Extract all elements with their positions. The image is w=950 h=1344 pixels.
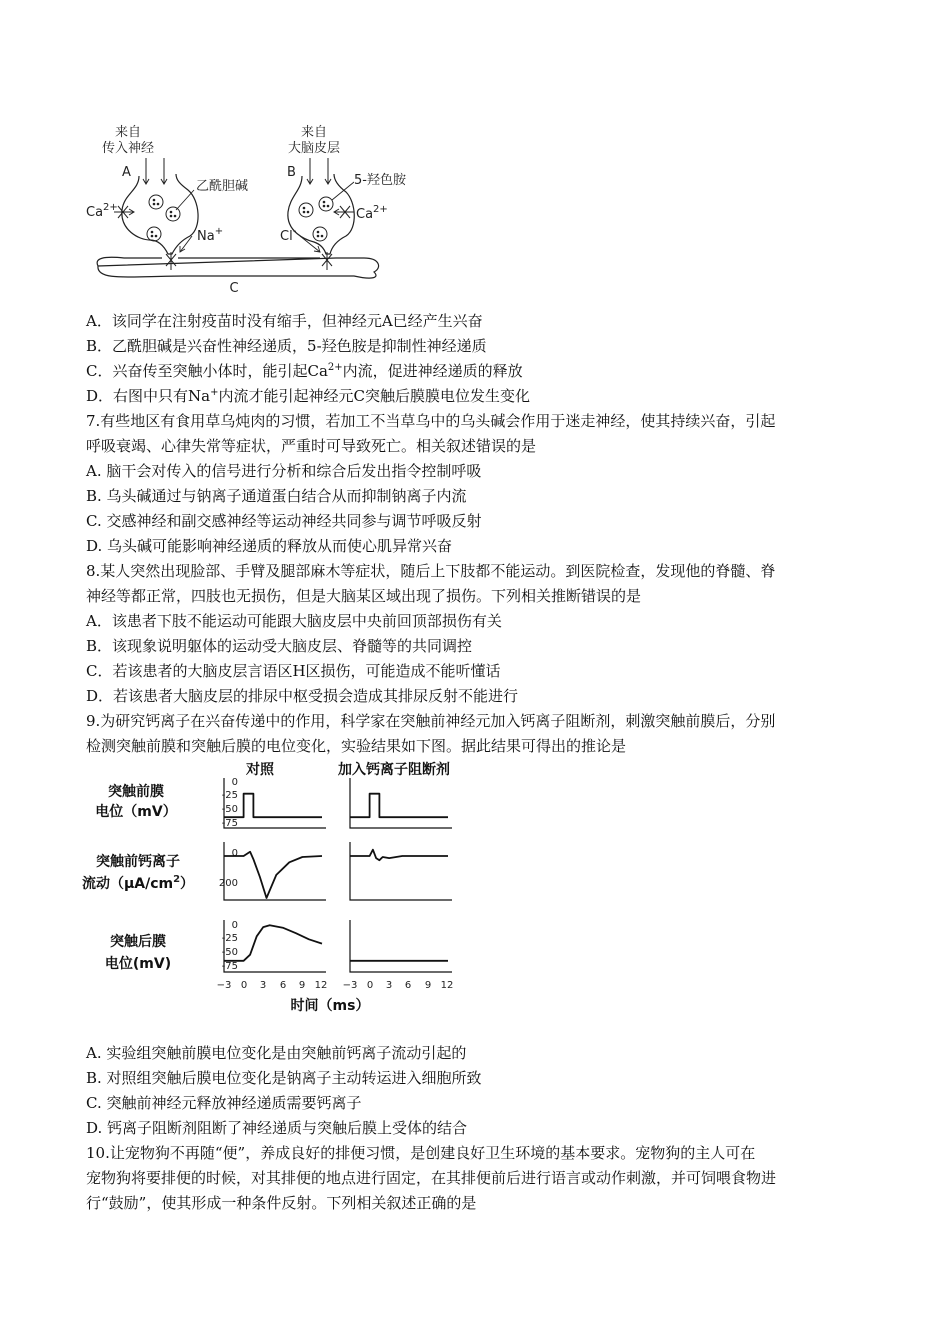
series-line-1 bbox=[221, 794, 322, 818]
x-tick: 6 bbox=[404, 980, 412, 991]
x-tick: 12 bbox=[314, 980, 328, 991]
row3-tick: -50 bbox=[221, 947, 238, 958]
q6-option-b: B．乙酰胆碱是兴奋性神经递质，5-羟色胺是抑制性神经递质 bbox=[86, 337, 487, 355]
left-source-label-1: 来自 bbox=[114, 125, 142, 140]
calcium-experiment-figure bbox=[81, 758, 484, 1020]
q7-option-c: C. 交感神经和副交感神经等运动神经共同参与调节呼吸反射 bbox=[86, 512, 482, 530]
panel-axes bbox=[350, 842, 452, 900]
x-tick: 9 bbox=[424, 980, 432, 991]
q8-stem-line-2: 神经等都正常，四肢也无损伤，但是大脑某区域出现了损伤。下列相关推断错误的是 bbox=[86, 587, 642, 605]
q7-option-d: D. 乌头碱可能影响神经递质的释放从而使心肌异常兴奋 bbox=[86, 537, 453, 555]
x-tick-labels-blocker bbox=[343, 980, 454, 991]
row3-tick: -75 bbox=[221, 961, 238, 972]
panel-axes bbox=[221, 920, 326, 972]
q9-option-c: C. 突触前神经元释放神经递质需要钙离子 bbox=[86, 1094, 362, 1112]
x-tick: 9 bbox=[298, 980, 306, 991]
row3-label-2: 电位(mV) bbox=[104, 956, 172, 972]
y-tick-labels bbox=[219, 777, 238, 972]
ca-channels bbox=[114, 206, 354, 218]
x-tick: −3 bbox=[216, 980, 232, 991]
serotonin-label: 5-羟色胺 bbox=[354, 173, 406, 188]
q10-stem-line-2: 宠物狗将要排便的时候，对其排便的地点进行固定，在其排便前后进行语言或动作刺激，并可饲喂食物进 bbox=[86, 1169, 777, 1187]
series-line-4 bbox=[350, 850, 448, 861]
series-line-5 bbox=[221, 925, 322, 961]
panel-axes bbox=[224, 842, 326, 900]
column-title-blocker: 加入钙离子阻断剂 bbox=[338, 762, 450, 778]
q6-option-a: A．该同学在注射疫苗时没有缩手，但神经元A已经产生兴奋 bbox=[86, 312, 483, 330]
q7-stem-line-2: 呼吸衰竭、心律失常等症状，严重时可导致死亡。相关叙述错误的是 bbox=[86, 437, 537, 455]
q9-option-b: B. 对照组突触后膜电位变化是钠离子主动转运进入细胞所致 bbox=[86, 1069, 482, 1087]
row3-label-1: 突触后膜 bbox=[110, 934, 166, 950]
chart-panels bbox=[221, 778, 452, 972]
neuron-b-letter: B bbox=[287, 165, 296, 180]
x-axis-label: 时间（ms） bbox=[290, 998, 370, 1014]
right-source-label-1: 来自 bbox=[300, 125, 328, 140]
x-tick: 3 bbox=[259, 980, 267, 991]
ca-left-label: $Ca^{2+}$ bbox=[86, 202, 118, 220]
row2-label-2: 流动$(\mu A/cm^2)$ bbox=[81, 874, 195, 892]
q8-option-d: D．若该患者大脑皮层的排尿中枢受损会造成其排尿反射不能进行 bbox=[86, 687, 519, 705]
row1-tick: -50 bbox=[221, 804, 238, 815]
neuron-a-letter: A bbox=[122, 165, 131, 180]
x-tick: −3 bbox=[342, 980, 358, 991]
neuron-c-outline bbox=[97, 257, 378, 278]
ca-right-label: $Ca^{2+}$ bbox=[356, 204, 388, 222]
q8-option-b: B．该现象说明躯体的运动受大脑皮层、脊髓等的共同调控 bbox=[86, 637, 473, 655]
right-source-label-2: 大脑皮层 bbox=[287, 141, 341, 156]
q7-stem-line-1: 7.有些地区有食用草乌炖肉的习惯，若加工不当草乌中的乌头碱会作用于迷走神经，使其持续兴奋，引起 bbox=[86, 412, 776, 430]
x-tick-labels-control bbox=[217, 980, 328, 991]
left-source-label-2: 传入神经 bbox=[101, 141, 155, 156]
row3-tick: -25 bbox=[221, 933, 238, 944]
series-line-3 bbox=[224, 852, 322, 898]
row2-tick: 0 bbox=[231, 848, 238, 859]
row1-label-2: 电位（mV） bbox=[95, 804, 177, 820]
column-title-control: 对照 bbox=[246, 762, 274, 778]
x-tick: 0 bbox=[240, 980, 248, 991]
cl-label: Cl- bbox=[280, 226, 297, 244]
q9-stem-line-1: 9.为研究钙离子在兴奋传递中的作用，科学家在突触前神经元加入钙离子阻断剂，刺激突触前膜后，分别 bbox=[86, 712, 776, 730]
q8-stem-line-1: 8.某人突然出现脸部、手臂及腿部麻木等症状，随后上下肢都不能运动。到医院检查，发现他的脊髓、脊 bbox=[86, 562, 776, 580]
q8-option-a: A．该患者下肢不能运动可能跟大脑皮层中央前回顶部损伤有关 bbox=[86, 612, 502, 630]
x-tick: 0 bbox=[366, 980, 374, 991]
row1-tick: -25 bbox=[221, 790, 238, 801]
x-tick: 12 bbox=[440, 980, 454, 991]
q8-option-c: C．若该患者的大脑皮层言语区H区损伤，可能造成不能听懂话 bbox=[86, 662, 501, 680]
panel-axes bbox=[350, 920, 452, 972]
panel-axes bbox=[221, 778, 326, 829]
synapse-diagram bbox=[84, 118, 406, 296]
terminal-b-outline bbox=[288, 174, 354, 254]
q6-option-d: D．右图中只有Na+内流才能引起神经元C突触后膜膜电位发生变化 bbox=[86, 387, 530, 405]
ach-label: 乙酰胆碱 bbox=[196, 179, 249, 194]
vesicles bbox=[147, 195, 333, 241]
q10-stem-line-1: 10.让宠物狗不再随“便”，养成良好的排便习惯，是创建良好卫生环境的基本要求。宠物狗的主人可在 bbox=[86, 1144, 756, 1162]
terminal-a-outline bbox=[122, 174, 198, 254]
x-tick: 3 bbox=[385, 980, 393, 991]
row2-tick: 200 bbox=[218, 878, 238, 889]
neuron-c-label: C bbox=[229, 281, 239, 296]
series-line-2 bbox=[350, 794, 448, 818]
row1-tick: -75 bbox=[221, 818, 238, 829]
row1-label-1: 突触前膜 bbox=[108, 784, 164, 800]
x-tick: 6 bbox=[279, 980, 287, 991]
q7-option-b: B. 乌头碱通过与钠离子通道蛋白结合从而抑制钠离子内流 bbox=[86, 487, 467, 505]
q10-stem-line-3: 行“鼓励”，使其形成一种条件反射。下列相关叙述正确的是 bbox=[86, 1194, 477, 1212]
q6-option-c: C．兴奋传至突触小体时，能引起$Ca^{2+}$内流，促进神经递质的释放 bbox=[86, 362, 523, 380]
row1-tick: 0 bbox=[231, 777, 238, 788]
q9-option-a: A. 实验组突触前膜电位变化是由突触前钙离子流动引起的 bbox=[86, 1044, 467, 1062]
row2-label-1: 突触前钙离子 bbox=[96, 854, 180, 870]
na-label: Na+ bbox=[197, 226, 224, 244]
panel-axes bbox=[350, 778, 452, 828]
row3-tick: 0 bbox=[231, 920, 238, 931]
q7-option-a: A. 脑干会对传入的信号进行分析和综合后发出指令控制呼吸 bbox=[86, 462, 482, 480]
q9-option-d: D. 钙离子阻断剂阻断了神经递质与突触后膜上受体的结合 bbox=[86, 1119, 468, 1137]
q9-stem-line-2: 检测突触前膜和突触后膜的电位变化，实验结果如下图。据此结果可得出的推论是 bbox=[86, 737, 627, 755]
